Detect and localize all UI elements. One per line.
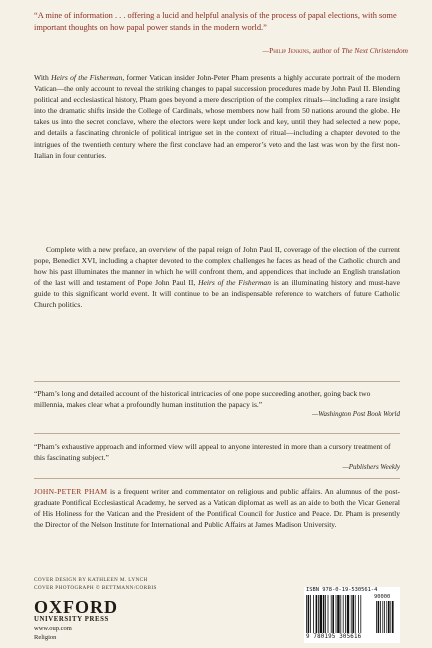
barcode-stripe bbox=[328, 595, 329, 633]
barcode-stripe bbox=[360, 595, 361, 633]
barcode-stripe bbox=[323, 595, 325, 633]
p1-body: , former Vatican insider John-Peter Pham presents a highly accurate portrait of the modern Vatican—the only account to reveal the striking changes to papal succession procedures made by John Paul II. Blending political and ecclesiastical history, Pham goes beyond a mere description of the complex rituals—including a rare insight into the dramatic shifts inside the College of Cardinals, whose members now hail from 50 nations around the globe. He takes us into the secret conclave, where the electors were kept under lock and key, until they had selected a new pope, and details a fascinating chronicle of political intrigue set in the context of ritual—including a chapter devoted to the intrigues of the twentieth century where the first conclave had an emperor’s veto and the last was won by the first non-Italian in four centuries. bbox=[34, 73, 400, 160]
barcode-stripe bbox=[337, 595, 339, 633]
addon-stripe bbox=[384, 601, 385, 633]
barcode-stripe bbox=[320, 595, 322, 633]
review-attribution-1: —Washington Post Book World bbox=[312, 410, 400, 418]
barcode-stripe bbox=[352, 595, 354, 633]
barcode-bars bbox=[306, 595, 398, 633]
addon-stripe bbox=[392, 601, 394, 633]
publisher-press: UNIVERSITY PRESS bbox=[34, 616, 109, 623]
book-category: Religion bbox=[34, 634, 57, 641]
attribution-dash: — bbox=[262, 46, 270, 55]
p2-tail: is an illuminating history and must-have guide to this significant world event. It will continue to be an indispensable reference to watchers of future Catholic Church politics. bbox=[34, 278, 401, 310]
top-review-attribution bbox=[263, 46, 408, 55]
author-bio bbox=[34, 486, 400, 530]
barcode-stripe bbox=[313, 595, 314, 633]
divider bbox=[34, 478, 400, 479]
author-name: JOHN-PETER PHAM bbox=[34, 487, 108, 496]
barcode-stripe bbox=[306, 595, 307, 633]
review-quote-1: “Pham’s long and detailed account of the historical intricacies of one pope succeeding another, going back two millennia, makes clear what a profoundly human institution the papacy is.” bbox=[34, 389, 371, 409]
addon-stripe bbox=[380, 601, 381, 633]
barcode-stripe bbox=[347, 595, 349, 633]
barcode-stripe bbox=[351, 595, 352, 633]
p2-body: Complete with a new preface, an overview of the papal reign of John Paul II, coverage of the election of the current pope, Benedict XVI, including a chapter devoted to the complex challenges he faces as head of the Catholic church and how his past illuminates the manner in which he will confront them, and appendices that include an English translation of the last will and testament of Pope John Paul II, bbox=[34, 245, 400, 288]
price-addon: 90000 bbox=[374, 594, 391, 600]
cover-design-credit: COVER DESIGN BY KATHLEEN M. LYNCH bbox=[34, 577, 148, 583]
barcode-stripe bbox=[325, 595, 326, 633]
review-quote-2: “Pham’s exhaustive approach and informed view will appeal to anyone interested in more than a cursory treatment of this fascinating subject.” bbox=[34, 442, 391, 462]
top-review-quote: “A mine of information . . . offering a lucid and helpful analysis of the process of papal elections, with some important thoughts on how papal power stands in the modern world.” bbox=[34, 11, 397, 32]
author-bio-text: is a frequent writer and commentator on religious and public affairs. An alumnus of the post-graduate Pontifical Ecclesiastical Academy, he served as a Vatican diplomat as well as an aide to both the Vicar General of His Holiness for the Vatican and the President of the Pontifical Council for Justice and Peace. Dr. Pham is presently the Director of the Nelson Institute for International and Public Affairs at James Madison University. bbox=[34, 487, 400, 530]
review-attribution-2: —Publishers Weekly bbox=[342, 463, 400, 471]
ean-number: 9 780195 305616 bbox=[306, 634, 362, 640]
barcode-stripe bbox=[331, 595, 332, 633]
addon-stripe bbox=[390, 601, 391, 633]
publisher-url: www.oup.com bbox=[34, 625, 72, 632]
barcode-stripe bbox=[332, 595, 334, 633]
barcode-stripe bbox=[343, 595, 344, 633]
barcode-stripe bbox=[318, 595, 319, 633]
isbn-label: ISBN 978-0-19-530561-4 bbox=[306, 587, 378, 593]
barcode-stripe bbox=[308, 595, 310, 633]
barcode-stripe bbox=[355, 595, 356, 633]
description-paragraph-2 bbox=[34, 244, 400, 311]
publisher-logo: OXFORD bbox=[34, 597, 118, 617]
addon-stripe bbox=[388, 601, 390, 633]
divider bbox=[34, 381, 400, 382]
attribution-title: The Next Christendom bbox=[341, 46, 408, 55]
divider bbox=[34, 433, 400, 434]
addon-stripe bbox=[378, 601, 380, 633]
barcode-stripe bbox=[316, 595, 318, 633]
attribution-rest: , author of bbox=[309, 46, 342, 55]
addon-stripe bbox=[376, 601, 377, 633]
p2-book-title: Heirs of the Fisherman bbox=[198, 278, 271, 288]
barcode-stripe bbox=[345, 595, 346, 633]
p1-book-title: Heirs of the Fisherman bbox=[51, 73, 123, 82]
barcode bbox=[304, 587, 400, 643]
barcode-stripe bbox=[336, 595, 337, 633]
cover-photo-credit: COVER PHOTOGRAPH © BETTMANN/CORBIS bbox=[34, 585, 157, 591]
p1-lead: With bbox=[34, 73, 52, 82]
barcode-stripe bbox=[310, 595, 311, 633]
addon-stripe bbox=[386, 601, 387, 633]
attribution-name: Philip Jenkins bbox=[269, 46, 310, 55]
addon-stripe bbox=[382, 601, 383, 633]
barcode-stripe bbox=[340, 595, 341, 633]
description-paragraph-1 bbox=[34, 72, 400, 161]
barcode-stripe bbox=[358, 595, 359, 633]
